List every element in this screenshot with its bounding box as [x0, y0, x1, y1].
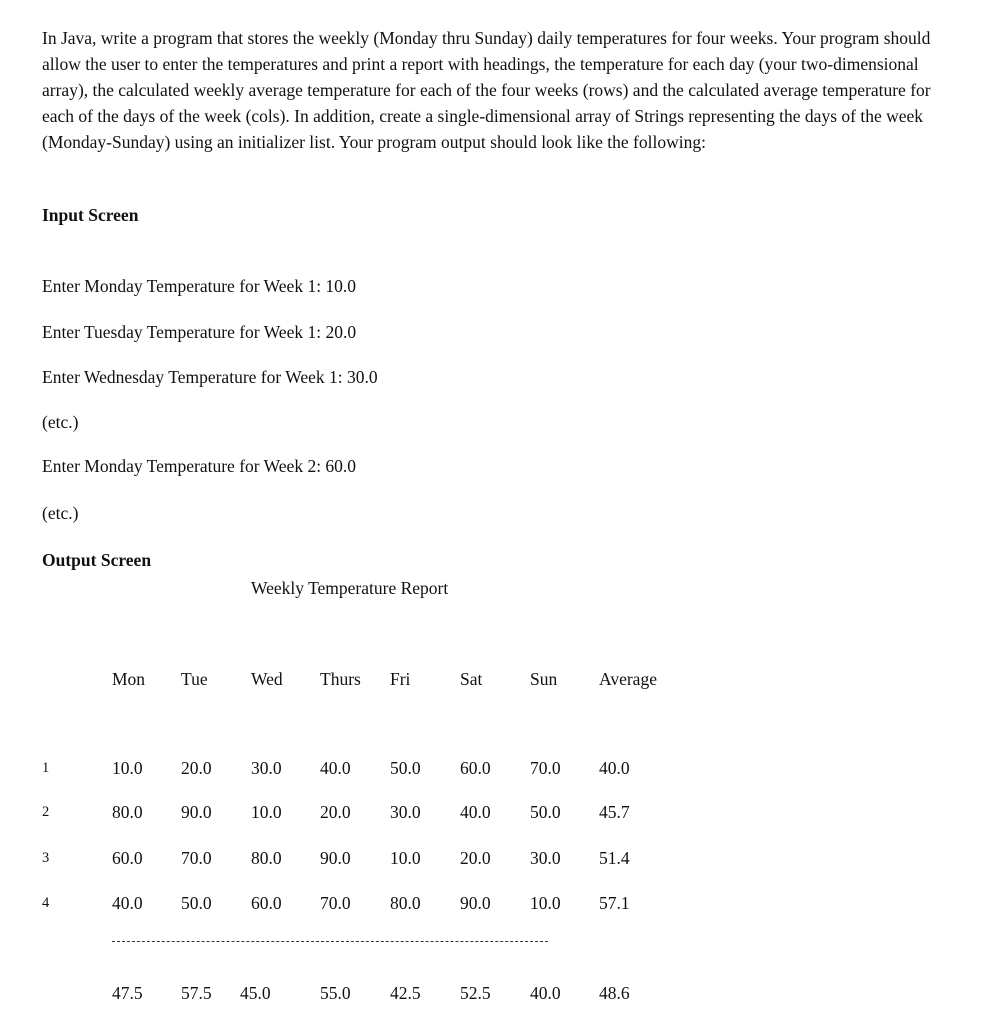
- column-header: Tue: [181, 669, 208, 689]
- week-number: 2: [42, 804, 50, 820]
- input-line-etc: (etc.): [42, 412, 79, 432]
- assignment-description: In Java, write a program that stores the weekly (Monday thru Sunday) daily temperatures for four weeks. Your program should allow the user to enter the temperatures and print a report with headings, the temperature for each day (your two-dimensional array), the calculated weekly average temperature for each of the four weeks (rows) and the calculated average temperature for each of the days of the week (cols). In addition, create a single-dimensional array of Strings representing the days of the week (Monday-Sunday) using an initializer list. Your program output should look like the following:: [42, 28, 931, 152]
- day-average-cell: 47.5: [112, 983, 143, 1003]
- temperature-cell: 57.1: [599, 893, 630, 913]
- temperature-cell: 50.0: [181, 893, 212, 913]
- day-average-cell: 52.5: [460, 983, 491, 1003]
- temperature-cell: 70.0: [320, 893, 351, 913]
- column-header: Sun: [530, 669, 558, 689]
- output-screen-heading: Output Screen: [42, 550, 152, 570]
- input-line-etc: (etc.): [42, 503, 79, 523]
- day-average-cell: 57.5: [181, 983, 212, 1003]
- day-average-cell: 42.5: [390, 983, 421, 1003]
- input-line: Enter Monday Temperature for Week 2: 60.0: [42, 456, 357, 476]
- temperature-cell: 10.0: [112, 758, 143, 778]
- temperature-cell: 20.0: [320, 802, 351, 822]
- temperature-cell: 60.0: [460, 758, 491, 778]
- temperature-cell: 80.0: [251, 848, 282, 868]
- day-average-cell: 48.6: [599, 983, 630, 1003]
- temperature-cell: 10.0: [251, 802, 282, 822]
- input-screen-heading: Input Screen: [42, 205, 139, 225]
- column-header: Wed: [251, 669, 283, 689]
- temperature-cell: 45.7: [599, 802, 630, 822]
- temperature-cell: 60.0: [251, 893, 282, 913]
- temperature-cell: 50.0: [530, 802, 561, 822]
- column-header: Mon: [112, 669, 146, 689]
- column-header: Average: [599, 669, 657, 689]
- temperature-cell: 70.0: [181, 848, 212, 868]
- temperature-cell: 80.0: [112, 802, 143, 822]
- temperature-cell: 30.0: [251, 758, 282, 778]
- temperature-cell: 90.0: [181, 802, 212, 822]
- temperature-cell: 10.0: [530, 893, 561, 913]
- day-average-cell: 40.0: [530, 983, 561, 1003]
- temperature-cell: 80.0: [390, 893, 421, 913]
- temperature-cell: 40.0: [460, 802, 491, 822]
- temperature-cell: 10.0: [390, 848, 421, 868]
- temperature-cell: 40.0: [320, 758, 351, 778]
- temperature-cell: 40.0: [599, 758, 630, 778]
- day-average-cell: 45.0: [240, 983, 271, 1003]
- report-title: Weekly Temperature Report: [251, 578, 449, 598]
- input-line: Enter Tuesday Temperature for Week 1: 20.0: [42, 322, 357, 342]
- column-header: Sat: [460, 669, 483, 689]
- week-number: 3: [42, 850, 50, 866]
- temperature-cell: 90.0: [460, 893, 491, 913]
- temperature-cell: 60.0: [112, 848, 143, 868]
- column-header: Thurs: [320, 669, 361, 689]
- temperature-cell: 40.0: [112, 893, 143, 913]
- temperature-cell: 20.0: [181, 758, 212, 778]
- separator-line: [112, 941, 548, 942]
- input-line: Enter Monday Temperature for Week 1: 10.0: [42, 276, 357, 296]
- temperature-cell: 50.0: [390, 758, 421, 778]
- temperature-cell: 70.0: [530, 758, 561, 778]
- temperature-cell: 30.0: [390, 802, 421, 822]
- week-number: 4: [42, 895, 50, 911]
- temperature-cell: 90.0: [320, 848, 351, 868]
- temperature-cell: 20.0: [460, 848, 491, 868]
- day-average-cell: 55.0: [320, 983, 351, 1003]
- temperature-cell: 51.4: [599, 848, 630, 868]
- temperature-cell: 30.0: [530, 848, 561, 868]
- week-number: 1: [42, 760, 50, 776]
- column-header: Fri: [390, 669, 411, 689]
- input-line: Enter Wednesday Temperature for Week 1: 30.0: [42, 367, 378, 387]
